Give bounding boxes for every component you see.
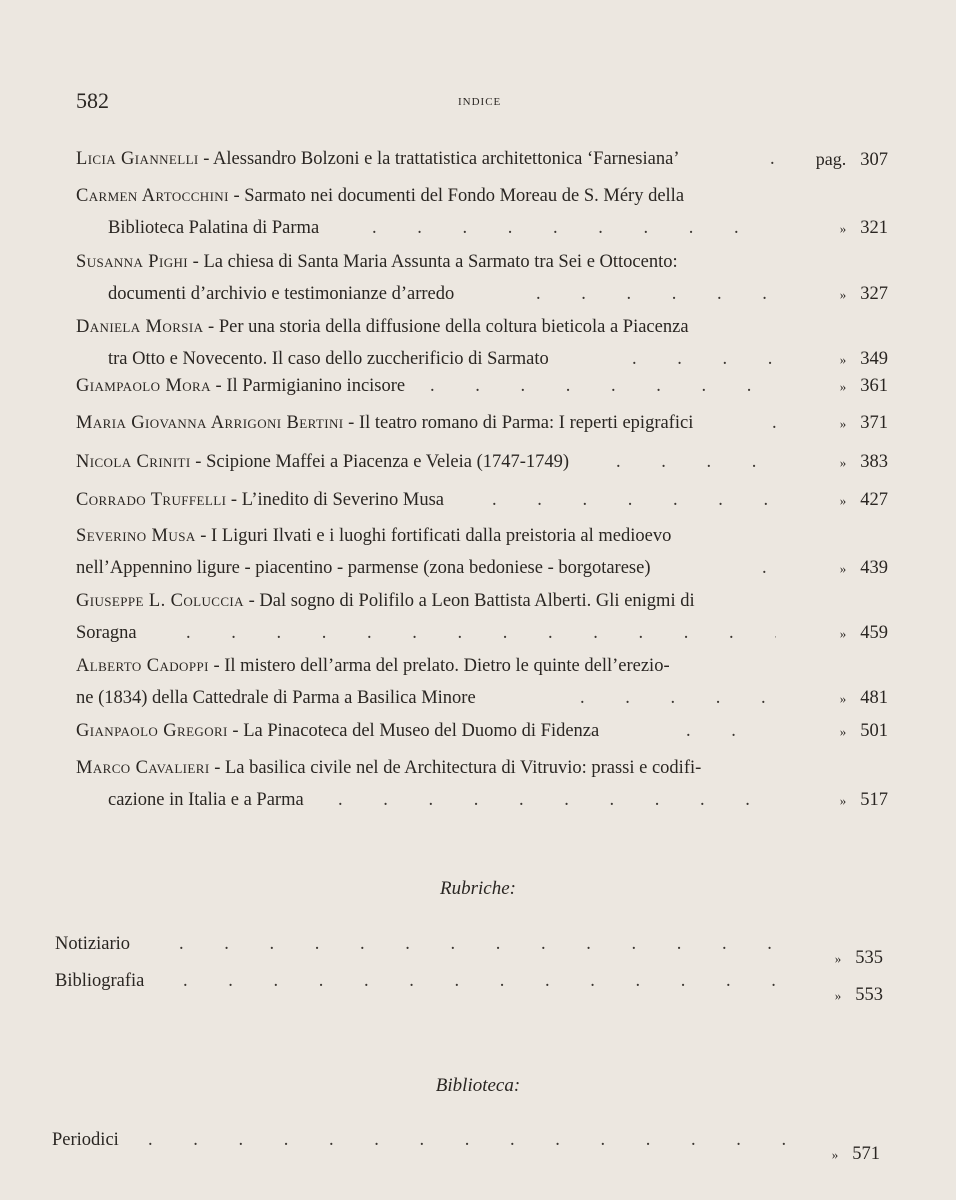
- page-reference: [806, 407, 888, 440]
- toc-entry[interactable]: Giuseppe L. Coluccia - Dal sogno di Polifilo a Leon Battista Alberti. Gli enigmi di Soragna . . . » 459: [76, 585, 888, 649]
- biblioteca-item-periodici[interactable]: [52, 1124, 880, 1164]
- entry-title-continued: Soragna: [76, 623, 137, 643]
- entry-page: 349: [860, 349, 888, 369]
- page-reference: [806, 278, 888, 311]
- entry-page: 321: [860, 218, 888, 238]
- entry-page: 481: [860, 688, 888, 708]
- leader-dots: [338, 784, 774, 816]
- item-label: Notiziario: [55, 934, 131, 954]
- toc-entry[interactable]: Carmen Artocchini - Sarmato nei documenti del Fondo Moreau de S. Méry della Biblioteca Palatina di Parma . . . » 321: [76, 180, 888, 244]
- toc-entry[interactable]: Nicola Criniti - Scipione Maffei a Piacenza e Veleia (1747-1749) . . . » 383: [76, 446, 888, 478]
- entry-title: Scipione Maffei a Piacenza e Veleia (1747-1749): [206, 452, 570, 472]
- leader-dots: [148, 1124, 788, 1156]
- toc-entry[interactable]: Alberto Cadoppi - Il mistero dell’arma del prelato. Dietro le quinte dell’erezio- ne (1834) della Cattedrale di Parma a Basilica Minore . . . » 481: [76, 650, 888, 714]
- leader-dots: [183, 965, 783, 997]
- item-label: Periodici: [52, 1130, 119, 1150]
- item-page: 571: [852, 1144, 880, 1164]
- rubriche-item-bibliografia[interactable]: [55, 965, 883, 1005]
- entry-author: Licia Giannelli: [76, 149, 199, 169]
- leader-dots: [179, 928, 779, 960]
- entry-author: Corrado Truffelli: [76, 490, 227, 510]
- entry-page: 427: [860, 490, 888, 510]
- entry-title: Sarmato nei documenti del Fondo Moreau de S. Méry della: [244, 186, 685, 206]
- page-marker: »: [839, 626, 847, 641]
- leader-dots: [372, 212, 772, 244]
- entry-title: La Pinacoteca del Museo del Duomo di Fidenza: [243, 721, 600, 741]
- item-label: Bibliografia: [55, 971, 145, 991]
- item-page: 535: [855, 948, 883, 968]
- entry-author: Carmen Artocchini: [76, 186, 229, 206]
- entry-author: Nicola Criniti: [76, 452, 191, 472]
- entry-title: Dal sogno di Polifilo a Leon Battista Alberti. Gli enigmi di: [259, 591, 695, 611]
- page-reference: [806, 784, 888, 817]
- leader-dots: [686, 715, 772, 747]
- entry-title: Il teatro romano di Parma: I reperti epigrafici: [358, 413, 694, 433]
- page-marker: pag.: [815, 149, 847, 169]
- toc-entry[interactable]: Corrado Truffelli - L’inedito di Severino Musa . . . » 427: [76, 484, 888, 516]
- entry-title: I Liguri Ilvati e i luoghi fortificati dalla preistoria al medioevo: [211, 526, 672, 546]
- entry-title-continued: tra Otto e Novecento. Il caso dello zuccherificio di Sarmato: [108, 349, 549, 369]
- toc-entry[interactable]: Maria Giovanna Arrigoni Bertini - Il teatro romano di Parma: I reperti epigrafici . . . » 371: [76, 407, 888, 439]
- page-marker: »: [839, 561, 847, 576]
- entry-author: Giampaolo Mora: [76, 376, 211, 396]
- entry-title: La basilica civile nel de Architectura di Vitruvio: prassi e codifi-: [224, 758, 702, 778]
- leader-dots: [616, 446, 772, 478]
- page-marker: »: [839, 352, 847, 367]
- item-page: 553: [855, 985, 883, 1005]
- page-marker: »: [834, 951, 842, 966]
- toc-entry[interactable]: Marco Cavalieri - La basilica civile nel de Architectura di Vitruvio: prassi e codifi- cazione in Italia e a Parma . . . » 517: [76, 752, 888, 816]
- page-marker: »: [839, 493, 847, 508]
- entry-author: Gianpaolo Gregori: [76, 721, 228, 741]
- page-marker: »: [839, 724, 847, 739]
- entry-title: L’inedito di Severino Musa: [241, 490, 444, 510]
- page-marker: »: [839, 287, 847, 302]
- page-reference: [816, 143, 888, 176]
- page-number: 582: [76, 88, 109, 113]
- leader-dots: [492, 484, 772, 516]
- entry-page: 371: [860, 413, 888, 433]
- page-marker: »: [839, 793, 847, 808]
- entry-page: 383: [860, 452, 888, 472]
- leader-dots: [770, 143, 800, 175]
- running-title: INDICE: [458, 96, 502, 108]
- entry-author: Susanna Pighi: [76, 252, 189, 272]
- rubriche-heading: Rubriche:: [440, 878, 516, 899]
- entry-page: 361: [860, 376, 888, 396]
- entry-page: 439: [860, 558, 888, 578]
- page-reference: [801, 979, 883, 1012]
- entry-title-continued: nell’Appennino ligure - piacentino - parmense (zona bedoniese - borgotarese): [76, 558, 651, 578]
- page-reference: [798, 1138, 880, 1171]
- entry-title: Il mistero dell’arma del prelato. Dietro le quinte dell’erezio-: [224, 656, 670, 676]
- page-reference: [806, 552, 888, 585]
- toc-entry[interactable]: Giampaolo Mora - Il Parmigianino incisore . . . » 361: [76, 370, 888, 402]
- page-marker: »: [839, 416, 847, 431]
- entry-title: La chiesa di Santa Maria Assunta a Sarmato tra Sei e Ottocento:: [203, 252, 678, 272]
- leader-dots: [536, 278, 776, 310]
- page-marker: »: [834, 988, 842, 1003]
- entry-author: Alberto Cadoppi: [76, 656, 209, 676]
- page-reference: [806, 370, 888, 403]
- entry-title-continued: Biblioteca Palatina di Parma: [108, 218, 320, 238]
- page-reference: [806, 682, 888, 715]
- page-reference: [806, 484, 888, 517]
- entry-title-continued: documenti d’archivio e testimonianze d’arredo: [108, 284, 455, 304]
- page-marker: »: [831, 1147, 839, 1162]
- toc-entry[interactable]: Gianpaolo Gregori - La Pinacoteca del Museo del Duomo di Fidenza . . . » 501: [76, 715, 888, 747]
- page-marker: »: [839, 455, 847, 470]
- rubriche-item-notiziario[interactable]: [55, 928, 883, 968]
- leader-dots: [186, 617, 776, 649]
- entry-author: Maria Giovanna Arrigoni Bertini: [76, 413, 344, 433]
- page-reference: [806, 446, 888, 479]
- entry-author: Severino Musa: [76, 526, 196, 546]
- entry-page: 459: [860, 623, 888, 643]
- entry-title-continued: ne (1834) della Cattedrale di Parma a Basilica Minore: [76, 688, 476, 708]
- entry-title: Per una storia della diffusione della coltura bieticola a Piacenza: [218, 317, 689, 337]
- page-marker: »: [839, 221, 847, 236]
- entry-title: Il Parmigianino incisore: [226, 376, 406, 396]
- leader-dots: [772, 407, 792, 439]
- toc-entry[interactable]: Susanna Pighi - La chiesa di Santa Maria Assunta a Sarmato tra Sei e Ottocento: documenti d’archivio e testimonianze d’arredo . . . » 327: [76, 246, 888, 310]
- entry-page: 307: [860, 150, 888, 170]
- entry-title: Alessandro Bolzoni e la trattatistica architettonica ‘Farnesiana’: [213, 149, 680, 169]
- entry-title-continued: cazione in Italia e a Parma: [108, 790, 304, 810]
- entry-page: 327: [860, 284, 888, 304]
- entry-page: 501: [860, 721, 888, 741]
- toc-entry[interactable]: Daniela Morsia - Per una storia della diffusione della coltura bieticola a Piacenza tra Otto e Novecento. Il caso dello zuccherificio di Sarmato . . . » 349: [76, 311, 888, 375]
- entry-author: Daniela Morsia: [76, 317, 204, 337]
- biblioteca-heading: Biblioteca:: [435, 1075, 521, 1096]
- toc-entry[interactable]: Severino Musa - I Liguri Ilvati e i luoghi fortificati dalla preistoria al medioevo nell’Appennino ligure - piacentino - parmense (zona bedoniese - borgotarese) . . . » 439: [76, 520, 888, 584]
- entry-author: Giuseppe L. Coluccia: [76, 591, 244, 611]
- page-header: [76, 88, 886, 118]
- toc-entry[interactable]: Licia Giannelli - Alessandro Bolzoni e la trattatistica architettonica ‘Farnesiana’ . . . pag. 307: [76, 143, 888, 175]
- entry-author: Marco Cavalieri: [76, 758, 210, 778]
- page-marker: »: [839, 379, 847, 394]
- entry-page: 517: [860, 790, 888, 810]
- leader-dots: [580, 682, 776, 714]
- page-marker: »: [839, 691, 847, 706]
- page-reference: [806, 617, 888, 650]
- leader-dots: [762, 552, 782, 584]
- page-reference: [806, 715, 888, 748]
- page-reference: [806, 212, 888, 245]
- leader-dots: [430, 370, 770, 402]
